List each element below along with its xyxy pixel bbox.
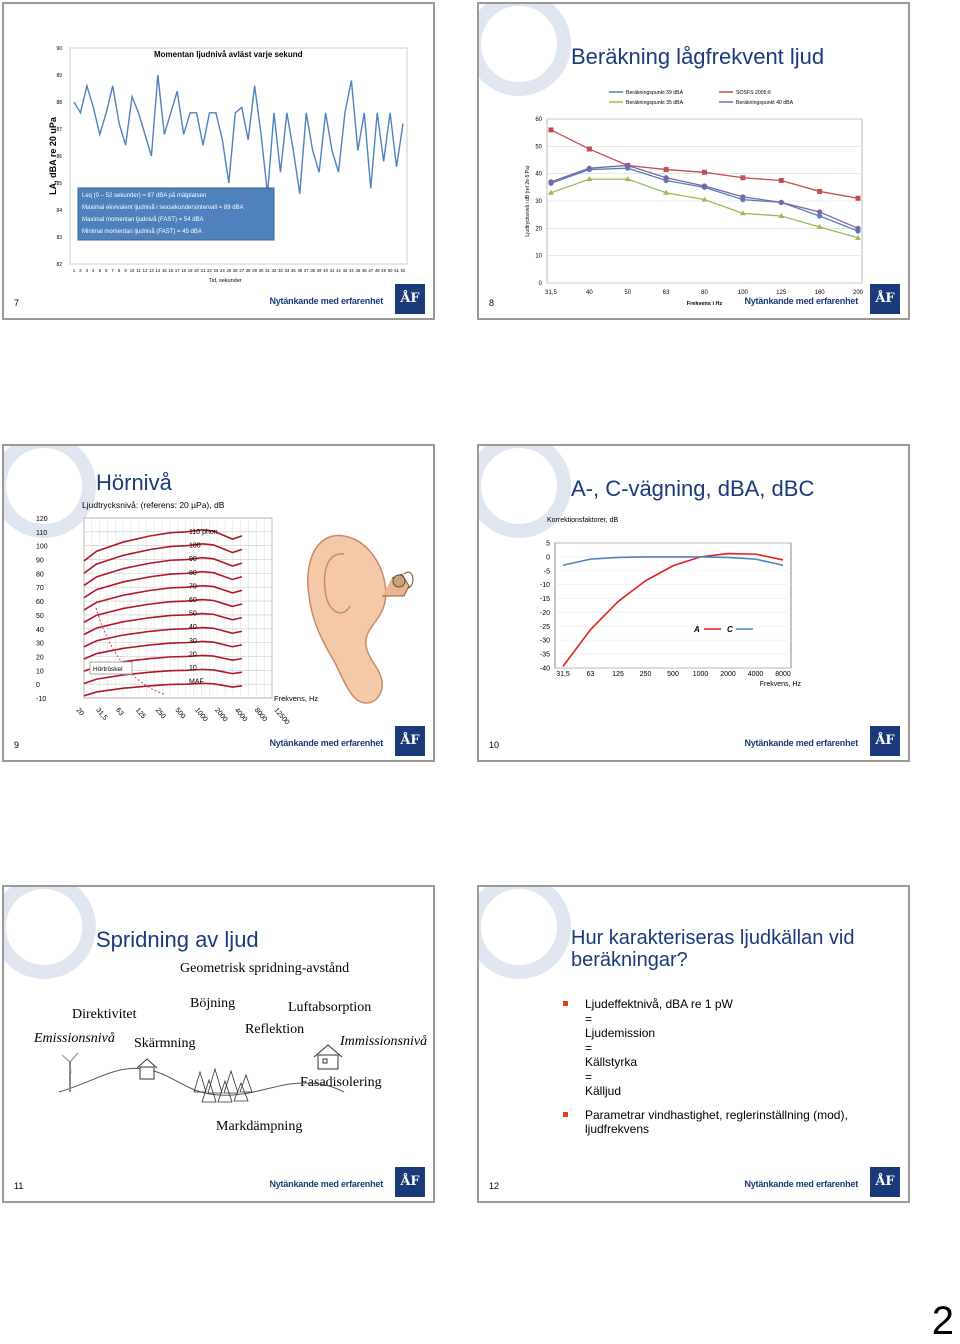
label-bojning: Böjning [190, 996, 236, 1011]
x-tick-label: 18 [181, 268, 187, 273]
x-tick-label: 52 [400, 268, 406, 273]
x-tick-label: 35 [290, 268, 296, 273]
af-logo: ÅF [395, 284, 425, 314]
y-axis-title: Ljudtrycksnivå: (referens: 20 µPa), dB [82, 500, 225, 510]
data-point [625, 163, 630, 168]
x-tick-label: 51 [394, 268, 399, 273]
annotation-text: Leq (0 – 52 sekunder) = 87 dBA på mätplatsen [82, 193, 207, 199]
annotation-text: Maximal momentan ljudnivå (FAST) = 54 dBA [82, 217, 204, 223]
x-tick-label: 37 [303, 268, 309, 273]
tagline: Nytänkande med erfarenhet [744, 738, 858, 748]
x-tick-label: 29 [252, 268, 257, 273]
label-reflektion: Reflektion [245, 1022, 305, 1037]
x-tick-label: 50 [624, 290, 632, 296]
af-logo: ÅF [395, 1167, 425, 1197]
phon-label: 110 phon [189, 529, 218, 536]
x-tick-label: 63 [114, 706, 125, 718]
x-axis-label: Frekvens, Hz [274, 694, 319, 703]
bullet-square-icon [563, 1112, 568, 1117]
chart-hornniva [4, 446, 433, 760]
phon-label: 60 [189, 597, 197, 604]
x-tick-label: 4000 [232, 706, 249, 724]
x-tick-label: 13 [149, 268, 154, 273]
data-point [817, 189, 822, 194]
x-tick-label: 44 [349, 268, 354, 273]
tagline: Nytänkande med erfarenhet [269, 738, 383, 748]
trees-icon [194, 1069, 252, 1102]
slide-7 [2, 2, 435, 320]
x-tick-label: 34 [284, 268, 290, 273]
x-tick-label: 200 [852, 290, 864, 296]
bullet-square-icon [563, 1001, 568, 1006]
x-tick-label: 3 [85, 268, 89, 273]
x-tick-label: 38 [310, 268, 316, 273]
x-tick-label: 31 [265, 268, 270, 273]
x-tick-label: 4 [92, 268, 95, 273]
y-tick-label: 50 [535, 144, 542, 151]
slide-title: A-, C-vägning, dBA, dBC [571, 476, 815, 501]
y-tick-label: 40 [535, 171, 542, 178]
x-tick-label: 80 [701, 290, 708, 296]
x-tick-label: 9 [124, 268, 127, 273]
x-tick-label: 63 [662, 290, 670, 296]
y-tick-label: 88 [56, 100, 62, 106]
legend-label: Beräkningspunkt 39 dBA [626, 90, 684, 96]
phon-label: 30 [189, 637, 197, 645]
y-tick-label: 60 [535, 117, 542, 123]
y-tick-label: 0 [538, 281, 542, 287]
x-tick-label: 4000 [747, 671, 764, 678]
slide-number: 9 [14, 740, 20, 750]
y-tick-label: -20 [539, 609, 550, 617]
x-tick-label: 8 [117, 268, 121, 273]
x-tick-label: 15 [161, 268, 167, 273]
bullet-line: Ljudemission [585, 1026, 656, 1040]
plot-area [555, 543, 791, 668]
x-tick-label: 1000 [692, 671, 709, 678]
y-tick-label: 20 [36, 654, 44, 662]
x-tick-label: 125 [133, 706, 147, 721]
x-axis-label: Frekvens, Hz [759, 681, 801, 688]
y-tick-label: 10 [535, 253, 542, 260]
phon-label: 100 [189, 542, 201, 550]
y-tick-label: 80 [36, 571, 44, 579]
receiver-house-icon [314, 1045, 342, 1069]
x-tick-label: 5 [98, 268, 101, 273]
y-tick-label: 5 [546, 540, 550, 548]
slide-title: Hörnivå [96, 470, 172, 495]
x-tick-label: 17 [174, 268, 180, 273]
x-tick-label: 22 [207, 268, 212, 273]
y-axis-label: Ljudtrycksnivå i dB (ref 2e-5 Pa) [525, 165, 531, 237]
y-tick-label: 85 [56, 181, 62, 187]
y-tick-label: 89 [56, 73, 62, 79]
tagline: Nytänkande med erfarenhet [744, 1179, 858, 1189]
y-tick-label: 100 [36, 543, 48, 551]
phon-label: 40 [189, 624, 197, 632]
spridning-illustration [4, 887, 433, 1201]
y-tick-label: -40 [539, 665, 550, 673]
x-tick-label: 100 [737, 290, 748, 296]
annotation-text: Maximal ekvivalent ljudnivå i sexsekundersintervall = 89 dBA [82, 205, 244, 211]
y-tick-label: 90 [36, 557, 44, 565]
x-tick-label: 45 [355, 268, 361, 273]
phon-label: 20 [189, 651, 197, 659]
x-tick-label: 31,5 [556, 671, 570, 678]
slide-subtitle: Geometrisk spridning-avstånd [180, 961, 350, 976]
label-fasadisolering: Fasadisolering [300, 1075, 382, 1090]
y-axis-title: Korrektionsfaktorer, dB [547, 517, 619, 524]
legend-label: A [694, 625, 700, 634]
ear-illustration [308, 536, 413, 704]
y-tick-label: -35 [539, 651, 550, 659]
ground-line [59, 1068, 344, 1095]
x-tick-label: 27 [239, 268, 245, 273]
x-tick-label: 43 [342, 268, 348, 273]
data-point [549, 127, 554, 132]
x-axis-label: Tid, sekunder [208, 278, 242, 284]
bullet-line: Källjud [585, 1084, 622, 1098]
x-tick-label: 40 [586, 290, 593, 296]
tagline: Nytänkande med erfarenhet [269, 296, 383, 306]
y-tick-label: -15 [539, 596, 550, 604]
legend-label: C [727, 625, 733, 634]
slide-number: 8 [489, 298, 495, 308]
x-tick-label: 47 [368, 268, 374, 273]
x-tick-label: 14 [155, 268, 161, 273]
slide-number: 12 [489, 1181, 500, 1191]
x-tick-label: 7 [111, 268, 114, 273]
bullet-2 [563, 1108, 875, 1137]
chart-momentan [4, 4, 433, 318]
x-tick-label: 32 [271, 268, 277, 273]
phon-label: MAF [189, 678, 204, 686]
x-tick-label: 41 [329, 268, 335, 273]
slide-title: Beräkning lågfrekvent ljud [571, 44, 825, 69]
slide-number: 7 [14, 298, 20, 308]
phon-label: 90 [189, 556, 197, 564]
x-tick-label: 2000 [720, 671, 736, 678]
y-tick-label: 110 [36, 529, 48, 537]
x-tick-label: 19 [187, 268, 193, 273]
x-tick-label: 31,5 [545, 290, 557, 296]
x-tick-label: 10 [129, 268, 135, 273]
y-tick-label: 90 [56, 46, 62, 52]
x-tick-label: 160 [814, 290, 825, 296]
x-tick-label: 26 [232, 268, 238, 273]
y-axis-label: LA, dBA re 20 uPa [48, 117, 58, 195]
tagline: Nytänkande med erfarenhet [269, 1179, 383, 1189]
x-tick-label: 8000 [252, 706, 269, 724]
x-tick-label: 125 [776, 290, 787, 296]
x-tick-label: 20 [194, 268, 199, 273]
slide-title: Hur karakteriseras ljudkällan vid beräkningar? [571, 927, 855, 971]
label-skarmning: Skärmning [134, 1036, 196, 1051]
bullet-line: Källstyrka [585, 1055, 638, 1069]
x-tick-label: 6 [105, 268, 108, 273]
tagline: Nytänkande med erfarenhet [744, 296, 858, 306]
y-tick-label: 50 [36, 612, 44, 620]
label-emissionsniva: Emissionsnivå [34, 1031, 115, 1046]
slide-8 [477, 2, 910, 320]
label-luftabsorption: Luftabsorption [288, 1000, 372, 1015]
data-point [740, 194, 745, 199]
x-tick-label: 20 [74, 706, 85, 718]
x-tick-label: 2000 [213, 706, 229, 724]
phon-label: 10 [189, 665, 197, 672]
x-tick-label: 21 [200, 268, 206, 273]
x-tick-label: 500 [173, 706, 187, 721]
x-tick-label: 42 [336, 268, 341, 273]
chart-title: Momentan ljudnivå avläst varje sekund [154, 50, 303, 59]
bullet-1 [563, 997, 875, 1099]
data-point [587, 166, 592, 171]
y-tick-label: 86 [56, 154, 62, 160]
bullet-list [563, 997, 875, 1137]
y-tick-label: 120 [36, 516, 48, 523]
x-tick-label: 24 [220, 268, 225, 273]
x-tick-label: 500 [667, 671, 679, 678]
x-tick-label: 1 [72, 268, 76, 273]
y-tick-label: 70 [36, 585, 44, 593]
page-number: 2 [931, 1299, 954, 1343]
slide-11 [2, 885, 435, 1203]
y-tick-label: 10 [36, 668, 44, 676]
annotation-text: Minimal momentan ljudnivå (FAST) = 45 dBA [82, 229, 202, 235]
slide-title: Spridning av ljud [96, 927, 259, 952]
bullet-line: = [585, 1040, 593, 1055]
x-tick-label: 46 [361, 268, 367, 273]
y-tick-label: -10 [539, 582, 550, 590]
slide-number: 10 [489, 740, 500, 750]
x-tick-label: 25 [226, 268, 232, 273]
y-tick-label: 0 [546, 554, 550, 562]
y-tick-label: 20 [535, 226, 542, 233]
slide-number: 11 [14, 1181, 24, 1191]
x-tick-label: 8000 [775, 671, 791, 678]
x-tick-label: 33 [278, 268, 283, 273]
data-point [664, 167, 669, 172]
label-immissionsniva: Immissionsnivå [340, 1034, 428, 1049]
y-tick-label: 30 [36, 640, 44, 648]
data-point [702, 183, 707, 188]
data-point [664, 175, 669, 180]
data-point [702, 170, 707, 175]
data-point [817, 209, 822, 214]
y-tick-label: -10 [36, 696, 47, 703]
x-tick-label: 63 [586, 671, 595, 678]
x-tick-label: 1000 [193, 706, 209, 724]
bullet-text: Parametrar vindhastighet, reglerinställning (mod), ljudfrekvens [585, 1107, 848, 1136]
af-logo: ÅF [870, 1167, 900, 1197]
x-tick-label: 49 [381, 268, 386, 273]
slide-12 [477, 885, 910, 1203]
af-logo: ÅF [395, 726, 425, 756]
x-tick-label: 12500 [272, 706, 291, 727]
data-point [855, 226, 860, 231]
x-tick-label: 125 [612, 671, 624, 678]
legend-label: SOSFS 2005:6 [736, 90, 771, 96]
data-point [856, 196, 861, 201]
bullet-line: Ljudeffektnivå, dBA re 1 pW [585, 997, 733, 1011]
y-tick-label: 30 [535, 199, 542, 205]
x-tick-label: 40 [323, 268, 328, 273]
legend-label: Beräkningspunkt 40 dBA [736, 100, 794, 106]
phon-label: 70 [189, 583, 197, 591]
x-tick-label: 16 [168, 268, 174, 273]
data-point [740, 175, 745, 180]
y-tick-label: 87 [56, 127, 62, 133]
x-tick-label: 250 [153, 706, 167, 721]
y-tick-label: -25 [539, 623, 550, 631]
y-tick-label: 83 [56, 235, 62, 241]
af-logo: ÅF [870, 726, 900, 756]
y-tick-label: -30 [539, 637, 550, 645]
x-tick-label: 50 [387, 268, 393, 273]
bullet-line: = [585, 1069, 593, 1084]
slide-10 [477, 444, 910, 762]
label-markdampning: Markdämpning [216, 1119, 303, 1134]
x-tick-label: 28 [245, 268, 251, 273]
x-tick-label: 36 [297, 268, 303, 273]
y-tick-label: 40 [36, 626, 44, 634]
af-logo: ÅF [870, 284, 900, 314]
annotation-text: Hörtröskel [93, 666, 123, 673]
phon-label: 50 [189, 610, 197, 618]
data-point [779, 178, 784, 183]
x-tick-label: 31,5 [94, 706, 109, 722]
x-tick-label: 23 [213, 268, 219, 273]
x-tick-label: 39 [316, 268, 322, 273]
x-tick-label: 12 [142, 268, 148, 273]
data-point [548, 179, 553, 184]
slide-9 [2, 444, 435, 762]
x-tick-label: 250 [639, 671, 652, 678]
x-tick-label: 2 [79, 268, 82, 273]
data-point [779, 200, 784, 205]
label-direktivitet: Direktivitet [72, 1007, 137, 1022]
legend-label: Beräkningspunkt 35 dBA [626, 100, 684, 106]
bullet-line: = [585, 1011, 593, 1026]
x-axis-label: Frekvens i Hz [686, 301, 723, 307]
y-tick-label: -5 [543, 568, 550, 576]
x-tick-label: 11 [136, 268, 141, 273]
y-tick-label: 60 [36, 599, 44, 607]
x-tick-label: 48 [374, 268, 380, 273]
house-icon [137, 1059, 157, 1079]
y-tick-label: 84 [56, 208, 62, 214]
chart-lagfrekvent [479, 4, 908, 318]
y-tick-label: 82 [56, 262, 62, 268]
phon-label: 80 [189, 569, 197, 577]
y-tick-label: 0 [36, 682, 40, 690]
chart-vagning [479, 446, 908, 760]
data-point [587, 147, 592, 152]
x-tick-label: 30 [258, 268, 264, 273]
